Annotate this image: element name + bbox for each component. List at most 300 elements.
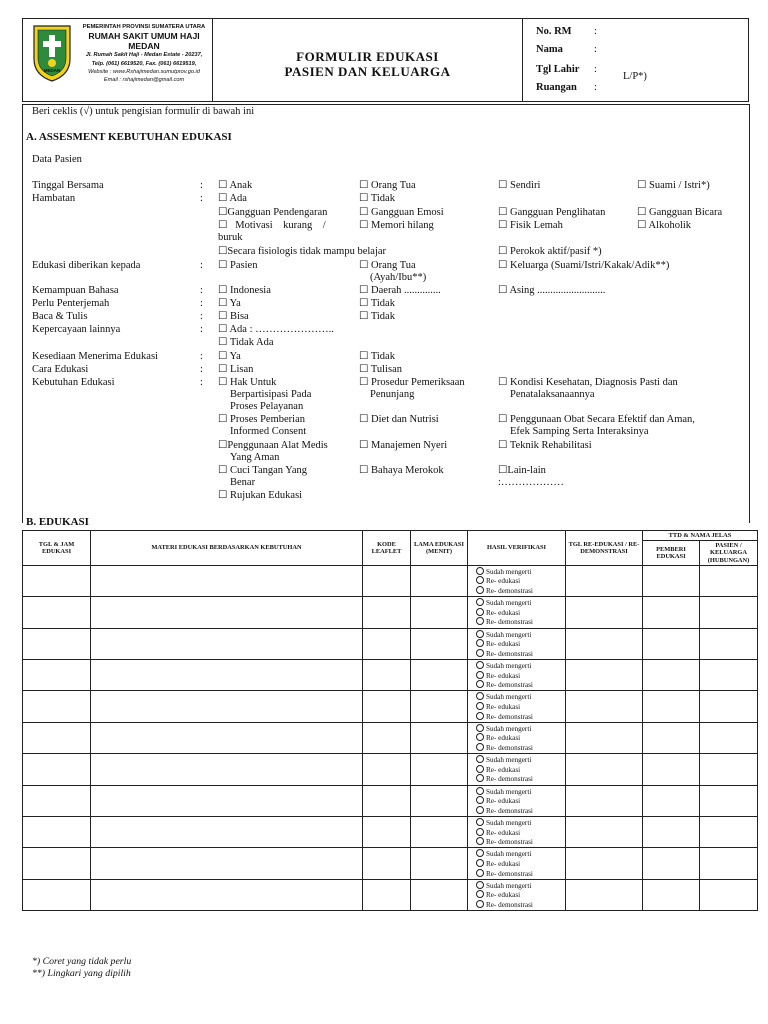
checkbox-lain-lain[interactable]: ☐Lain-lain bbox=[498, 465, 546, 476]
tgl-jam-cell[interactable] bbox=[23, 879, 91, 910]
verification-option[interactable] bbox=[476, 680, 565, 690]
tgl-re-edukasi-cell[interactable] bbox=[566, 565, 643, 596]
verification-option[interactable] bbox=[476, 818, 565, 828]
verification-option[interactable] bbox=[476, 837, 565, 847]
checkbox-kesediaan-ya[interactable]: ☐ Ya bbox=[218, 351, 241, 362]
divider bbox=[749, 104, 750, 523]
checkbox-indonesia[interactable]: ☐ Indonesia bbox=[218, 285, 271, 296]
radio-circle-icon[interactable] bbox=[476, 869, 484, 877]
radio-circle-icon[interactable] bbox=[476, 881, 484, 889]
kode-leaflet-cell[interactable] bbox=[363, 628, 411, 659]
radio-circle-icon[interactable] bbox=[476, 567, 484, 575]
tgl-jam-cell[interactable] bbox=[23, 691, 91, 722]
checkbox-penterjemah-tidak[interactable]: ☐ Tidak bbox=[359, 298, 395, 309]
lama-edukasi-cell[interactable] bbox=[411, 879, 468, 910]
verification-option[interactable] bbox=[476, 787, 565, 797]
radio-circle-icon[interactable] bbox=[476, 743, 484, 751]
checkbox-orang-tua-edukasi[interactable]: ☐ Orang Tua bbox=[359, 260, 416, 271]
kode-leaflet-cell[interactable] bbox=[363, 816, 411, 847]
header-kode-leaflet: KODE LEAFLET bbox=[363, 531, 411, 566]
tgl-jam-cell[interactable] bbox=[23, 565, 91, 596]
no-rm-label: No. RM bbox=[536, 26, 572, 37]
table-row bbox=[23, 879, 758, 910]
checkbox-daerah[interactable]: ☐ Daerah .............. bbox=[359, 285, 441, 296]
verification-option[interactable] bbox=[476, 806, 565, 816]
verification-label: Re- demonstrasi bbox=[486, 712, 533, 721]
radio-circle-icon[interactable] bbox=[476, 586, 484, 594]
tgl-jam-cell[interactable] bbox=[23, 597, 91, 628]
kode-leaflet-cell[interactable] bbox=[363, 879, 411, 910]
hasil-verifikasi-cell[interactable] bbox=[468, 879, 566, 910]
checkbox-baca-tidak[interactable]: ☐ Tidak bbox=[359, 311, 395, 322]
checkbox-informed-consent[interactable]: ☐ Proses Pemberian bbox=[218, 414, 305, 425]
hasil-verifikasi-cell[interactable] bbox=[468, 628, 566, 659]
checkbox-fisiologis[interactable]: ☐Secara fisiologis tidak mampu belajar bbox=[218, 246, 387, 257]
verification-label: Re- edukasi bbox=[486, 671, 521, 680]
checkbox-diet-nutrisi[interactable]: ☐ Diet dan Nutrisi bbox=[359, 414, 439, 425]
pasien-keluarga-cell[interactable] bbox=[700, 816, 758, 847]
tgl-re-edukasi-cell[interactable] bbox=[566, 659, 643, 690]
verification-label: Re- edukasi bbox=[486, 577, 521, 586]
radio-circle-icon[interactable] bbox=[476, 849, 484, 857]
tgl-jam-cell[interactable] bbox=[23, 848, 91, 879]
tgl-re-edukasi-cell[interactable] bbox=[566, 816, 643, 847]
pasien-keluarga-cell[interactable] bbox=[700, 785, 758, 816]
tgl-re-edukasi-cell[interactable] bbox=[566, 722, 643, 753]
tgl-lahir-field[interactable]: : bbox=[594, 64, 597, 75]
radio-circle-icon[interactable] bbox=[476, 787, 484, 795]
checkbox-motivasi-kurang[interactable]: ☐ Motivasi kurang / bbox=[218, 220, 326, 231]
verification-option[interactable] bbox=[476, 796, 565, 806]
checkbox-memori-hilang[interactable]: ☐ Memori hilang bbox=[359, 220, 434, 231]
verification-label: Re- edukasi bbox=[486, 608, 521, 617]
kebutuhan-text: Penatalaksanaannya bbox=[510, 389, 595, 400]
checkbox-keluarga[interactable]: ☐ Keluarga (Suami/Istri/Kakak/Adik**) bbox=[498, 260, 670, 271]
verification-option[interactable] bbox=[476, 849, 565, 859]
materi-cell[interactable] bbox=[91, 597, 363, 628]
nama-field[interactable]: : bbox=[594, 44, 597, 55]
hambatan-label: Hambatan bbox=[32, 193, 76, 204]
radio-circle-icon[interactable] bbox=[476, 890, 484, 898]
table-row bbox=[23, 816, 758, 847]
pemberi-cell[interactable] bbox=[643, 785, 700, 816]
header-tgl-jam: TGL & JAM EDUKASI bbox=[23, 531, 91, 566]
verification-option[interactable] bbox=[476, 598, 565, 608]
verification-label: Re- demonstrasi bbox=[486, 587, 533, 595]
kode-leaflet-cell[interactable] bbox=[363, 597, 411, 628]
verification-option[interactable] bbox=[476, 661, 565, 671]
data-pasien-label: Data Pasien bbox=[32, 154, 82, 165]
table-row bbox=[23, 722, 758, 753]
verification-label: Sudah mengerti bbox=[486, 567, 532, 576]
verification-option[interactable] bbox=[476, 649, 565, 659]
verification-option[interactable] bbox=[476, 765, 565, 775]
verification-option[interactable] bbox=[476, 692, 565, 702]
kebutuhan-text: Berpartisipasi Pada bbox=[230, 389, 312, 400]
checkbox-gangguan-pendengaran[interactable]: ☐Gangguan Pendengaran bbox=[218, 207, 328, 218]
kode-leaflet-cell[interactable] bbox=[363, 848, 411, 879]
checkbox-penterjemah-ya[interactable]: ☐ Ya bbox=[218, 298, 241, 309]
verification-option[interactable] bbox=[476, 671, 565, 681]
pemberi-cell[interactable] bbox=[643, 628, 700, 659]
pasien-keluarga-cell[interactable] bbox=[700, 722, 758, 753]
radio-circle-icon[interactable] bbox=[476, 649, 484, 657]
pasien-keluarga-cell[interactable] bbox=[700, 628, 758, 659]
pasien-keluarga-cell[interactable] bbox=[700, 879, 758, 910]
cara-edukasi-label: Cara Edukasi bbox=[32, 364, 89, 375]
pemberi-cell[interactable] bbox=[643, 848, 700, 879]
checkbox-prosedur-pemeriksaan[interactable]: ☐ Prosedur Pemeriksaan bbox=[359, 377, 465, 388]
checkbox-perokok[interactable]: ☐ Perokok aktif/pasif *) bbox=[498, 246, 602, 257]
verification-label: Re- demonstrasi bbox=[486, 838, 533, 847]
pasien-keluarga-cell[interactable] bbox=[700, 659, 758, 690]
verification-option[interactable] bbox=[476, 755, 565, 765]
pemberi-cell[interactable] bbox=[643, 879, 700, 910]
gender-field[interactable]: L/P*) bbox=[623, 71, 647, 82]
tgl-re-edukasi-cell[interactable] bbox=[566, 879, 643, 910]
checkbox-tidak-ada[interactable]: ☐ Tidak Ada bbox=[218, 337, 274, 348]
verification-label: Sudah mengerti bbox=[486, 630, 532, 639]
verification-option[interactable] bbox=[476, 702, 565, 712]
verification-option[interactable] bbox=[476, 639, 565, 649]
header-lama-edukasi: LAMA EDUKASI (MENIT) bbox=[411, 531, 468, 566]
hasil-verifikasi-cell[interactable] bbox=[468, 691, 566, 722]
verification-option[interactable] bbox=[476, 774, 565, 784]
verification-option[interactable] bbox=[476, 890, 565, 900]
hasil-verifikasi-cell[interactable] bbox=[468, 754, 566, 785]
verification-option[interactable] bbox=[476, 617, 565, 627]
kode-leaflet-cell[interactable] bbox=[363, 754, 411, 785]
radio-circle-icon[interactable] bbox=[476, 733, 484, 741]
pasien-keluarga-cell[interactable] bbox=[700, 565, 758, 596]
radio-circle-icon[interactable] bbox=[476, 661, 484, 669]
education-table bbox=[22, 530, 758, 911]
table-row bbox=[23, 754, 758, 785]
hospital-identity bbox=[23, 19, 213, 101]
footnote-coret: *) Coret yang tidak perlu bbox=[32, 956, 132, 967]
section-a-title: A. ASSESMENT KEBUTUHAN EDUKASI bbox=[26, 131, 232, 143]
radio-circle-icon[interactable] bbox=[476, 818, 484, 826]
divider bbox=[22, 104, 749, 105]
verification-label: Re- edukasi bbox=[486, 765, 521, 774]
verification-label: Re- demonstrasi bbox=[486, 618, 533, 627]
kode-leaflet-cell[interactable] bbox=[363, 659, 411, 690]
pemberi-cell[interactable] bbox=[643, 565, 700, 596]
hasil-verifikasi-cell[interactable] bbox=[468, 597, 566, 628]
radio-circle-icon[interactable] bbox=[476, 900, 484, 908]
motivasi-continuation: buruk bbox=[218, 232, 243, 243]
instruction-text: Beri ceklis (√) untuk pengisian formulir di bawah ini bbox=[32, 106, 255, 117]
checkbox-kondisi-kesehatan[interactable]: ☐ Kondisi Kesehatan, Diagnosis Pasti dan bbox=[498, 377, 678, 388]
radio-circle-icon[interactable] bbox=[476, 712, 484, 720]
kebutuhan-text: Proses Pelayanan bbox=[230, 401, 304, 412]
verification-label: Sudah mengerti bbox=[486, 818, 532, 827]
materi-cell[interactable] bbox=[91, 565, 363, 596]
table-row bbox=[23, 785, 758, 816]
materi-cell[interactable] bbox=[91, 816, 363, 847]
pemberi-cell[interactable] bbox=[643, 691, 700, 722]
kebutuhan-text: Benar bbox=[230, 477, 256, 488]
checkbox-gangguan-emosi[interactable]: ☐ Gangguan Emosi bbox=[359, 207, 444, 218]
materi-cell[interactable] bbox=[91, 754, 363, 785]
hospital-email: Email : rshajimedan@gmail.com bbox=[103, 77, 185, 84]
checkbox-hambatan-tidak[interactable]: ☐ Tidak bbox=[359, 193, 395, 204]
header-tgl-re-edukasi: TGL RE-EDUKASI / RE-DEMONSTRASI bbox=[566, 531, 643, 566]
checkbox-alkoholik[interactable]: ☐ Alkoholik bbox=[637, 220, 692, 231]
header-pasien-keluarga: PASIEN / KELUARGA (HUBUNGAN) bbox=[700, 541, 758, 566]
radio-circle-icon[interactable] bbox=[476, 859, 484, 867]
kepercayaan-label: Kepercayaan lainnya bbox=[32, 324, 121, 335]
verification-option[interactable] bbox=[476, 586, 565, 596]
baca-tulis-label: Baca & Tulis bbox=[32, 311, 88, 322]
kebutuhan-text: Yang Aman bbox=[230, 452, 280, 463]
verification-label: Re- edukasi bbox=[486, 702, 521, 711]
pemberi-cell[interactable] bbox=[643, 816, 700, 847]
hospital-website: Website : www.Rshajimedan.sumutprov.go.id bbox=[88, 68, 200, 75]
ruangan-field[interactable]: : bbox=[594, 82, 597, 93]
tgl-re-edukasi-cell[interactable] bbox=[566, 785, 643, 816]
tgl-jam-cell[interactable] bbox=[23, 659, 91, 690]
pemberi-cell[interactable] bbox=[643, 754, 700, 785]
kebutuhan-label: Kebutuhan Edukasi bbox=[32, 377, 115, 388]
radio-circle-icon[interactable] bbox=[476, 692, 484, 700]
hasil-verifikasi-cell[interactable] bbox=[468, 816, 566, 847]
tgl-re-edukasi-cell[interactable] bbox=[566, 754, 643, 785]
table-row bbox=[23, 659, 758, 690]
checkbox-penggunaan-obat[interactable]: ☐ Penggunaan Obat Secara Efektif dan Aman, bbox=[498, 414, 695, 425]
no-rm-field[interactable]: : bbox=[594, 26, 597, 37]
verification-label: Re- demonstrasi bbox=[486, 681, 533, 690]
kode-leaflet-cell[interactable] bbox=[363, 565, 411, 596]
checkbox-suami-istri[interactable]: ☐ Suami / Istri*) bbox=[637, 180, 710, 191]
pasien-keluarga-cell[interactable] bbox=[700, 597, 758, 628]
lama-edukasi-cell[interactable] bbox=[411, 597, 468, 628]
pemberi-cell[interactable] bbox=[643, 722, 700, 753]
section-b-title: B. EDUKASI bbox=[26, 516, 89, 528]
verification-label: Sudah mengerti bbox=[486, 661, 532, 670]
tgl-re-edukasi-cell[interactable] bbox=[566, 848, 643, 879]
verification-label: Sudah mengerti bbox=[486, 787, 532, 796]
verification-label: Re- demonstrasi bbox=[486, 900, 533, 909]
hasil-verifikasi-cell[interactable] bbox=[468, 565, 566, 596]
hospital-logo bbox=[30, 23, 74, 83]
lama-edukasi-cell[interactable] bbox=[411, 628, 468, 659]
diberikan-label: Edukasi diberikan kepada bbox=[32, 260, 141, 271]
radio-circle-icon[interactable] bbox=[476, 765, 484, 773]
verification-label: Re- edukasi bbox=[486, 891, 521, 900]
form-header bbox=[22, 18, 749, 102]
table-row bbox=[23, 565, 758, 596]
checkbox-tulisan[interactable]: ☐ Tulisan bbox=[359, 364, 402, 375]
verification-option[interactable] bbox=[476, 869, 565, 879]
lama-edukasi-cell[interactable] bbox=[411, 785, 468, 816]
hasil-verifikasi-cell[interactable] bbox=[468, 848, 566, 879]
footnote-lingkari: **) Lingkari yang dipilih bbox=[32, 968, 131, 979]
kode-leaflet-cell[interactable] bbox=[363, 691, 411, 722]
checkbox-manajemen-nyeri[interactable]: ☐ Manajemen Nyeri bbox=[359, 440, 448, 451]
materi-cell[interactable] bbox=[91, 848, 363, 879]
verification-label: Re- edukasi bbox=[486, 828, 521, 837]
hospital-address: Jl. Rumah Sakit Haji - Medan Estate - 20237, bbox=[85, 52, 203, 59]
checkbox-asing[interactable]: ☐ Asing .......................... bbox=[498, 285, 606, 296]
radio-circle-icon[interactable] bbox=[476, 774, 484, 782]
logo-text: MEDAN bbox=[43, 68, 61, 73]
checkbox-kepercayaan-ada[interactable]: ☐ Ada : ………………….. bbox=[218, 324, 334, 335]
checkbox-gangguan-bicara[interactable]: ☐ Gangguan Bicara bbox=[637, 207, 723, 218]
verification-label: Re- demonstrasi bbox=[486, 743, 533, 752]
verification-label: Re- edukasi bbox=[486, 797, 521, 806]
pasien-keluarga-cell[interactable] bbox=[700, 691, 758, 722]
checkbox-alat-medis[interactable]: ☐Penggunaan Alat Medis bbox=[218, 440, 328, 451]
radio-circle-icon[interactable] bbox=[476, 608, 484, 616]
checkbox-bahaya-merokok[interactable]: ☐ Bahaya Merokok bbox=[359, 465, 444, 476]
verification-label: Re- demonstrasi bbox=[486, 775, 533, 784]
lain-lain-field[interactable]: :……………… bbox=[498, 477, 564, 488]
tinggal-bersama-label: Tinggal Bersama bbox=[32, 180, 104, 191]
verification-option[interactable] bbox=[476, 608, 565, 618]
checkbox-orang-tua[interactable]: ☐ Orang Tua bbox=[359, 180, 416, 191]
pemberi-cell[interactable] bbox=[643, 659, 700, 690]
verification-option[interactable] bbox=[476, 567, 565, 577]
checkbox-anak[interactable]: ☐ Anak bbox=[218, 180, 253, 191]
form-title-line1: FORMULIR EDUKASI bbox=[296, 49, 439, 64]
materi-cell[interactable] bbox=[91, 785, 363, 816]
checkbox-bisa[interactable]: ☐ Bisa bbox=[218, 311, 249, 322]
nama-label: Nama bbox=[536, 44, 563, 55]
radio-circle-icon[interactable] bbox=[476, 680, 484, 688]
lama-edukasi-cell[interactable] bbox=[411, 816, 468, 847]
lama-edukasi-cell[interactable] bbox=[411, 848, 468, 879]
verification-label: Re- demonstrasi bbox=[486, 869, 533, 878]
form-title bbox=[213, 19, 523, 101]
verification-label: Sudah mengerti bbox=[486, 724, 532, 733]
hasil-verifikasi-cell[interactable] bbox=[468, 659, 566, 690]
verification-option[interactable] bbox=[476, 828, 565, 838]
radio-circle-icon[interactable] bbox=[476, 639, 484, 647]
materi-cell[interactable] bbox=[91, 628, 363, 659]
table-row bbox=[23, 691, 758, 722]
tgl-jam-cell[interactable] bbox=[23, 628, 91, 659]
materi-cell[interactable] bbox=[91, 691, 363, 722]
radio-circle-icon[interactable] bbox=[476, 796, 484, 804]
checkbox-hambatan-ada[interactable]: ☐ Ada bbox=[218, 193, 247, 204]
tgl-jam-cell[interactable] bbox=[23, 722, 91, 753]
radio-circle-icon[interactable] bbox=[476, 806, 484, 814]
tgl-re-edukasi-cell[interactable] bbox=[566, 691, 643, 722]
materi-cell[interactable] bbox=[91, 659, 363, 690]
radio-circle-icon[interactable] bbox=[476, 837, 484, 845]
table-row bbox=[23, 848, 758, 879]
hasil-verifikasi-cell[interactable] bbox=[468, 785, 566, 816]
form-title-line2: PASIEN DAN KELUARGA bbox=[284, 64, 451, 79]
pasien-keluarga-cell[interactable] bbox=[700, 848, 758, 879]
lama-edukasi-cell[interactable] bbox=[411, 659, 468, 690]
tgl-jam-cell[interactable] bbox=[23, 785, 91, 816]
hasil-verifikasi-cell[interactable] bbox=[468, 722, 566, 753]
radio-circle-icon[interactable] bbox=[476, 828, 484, 836]
ayah-ibu-text: (Ayah/Ibu**) bbox=[370, 272, 427, 283]
kebutuhan-text: Penunjang bbox=[370, 389, 415, 400]
radio-circle-icon[interactable] bbox=[476, 598, 484, 606]
verification-option[interactable] bbox=[476, 712, 565, 722]
verification-label: Sudah mengerti bbox=[486, 881, 532, 890]
checkbox-gangguan-penglihatan[interactable]: ☐ Gangguan Penglihatan bbox=[498, 207, 606, 218]
radio-circle-icon[interactable] bbox=[476, 576, 484, 584]
verification-label: Re- demonstrasi bbox=[486, 806, 533, 815]
checkbox-rujukan-edukasi[interactable]: ☐ Rujukan Edukasi bbox=[218, 490, 303, 501]
kode-leaflet-cell[interactable] bbox=[363, 722, 411, 753]
tgl-jam-cell[interactable] bbox=[23, 816, 91, 847]
header-pemberi: PEMBERI EDUKASI bbox=[643, 541, 700, 566]
checkbox-pasien[interactable]: ☐ Pasien bbox=[218, 260, 258, 271]
lama-edukasi-cell[interactable] bbox=[411, 754, 468, 785]
verification-label: Sudah mengerti bbox=[486, 756, 532, 765]
checkbox-fisik-lemah[interactable]: ☐ Fisik Lemah bbox=[498, 220, 563, 231]
patient-id-block bbox=[523, 19, 748, 101]
header-ttd-nama: TTD & NAMA JELAS bbox=[643, 531, 758, 541]
kebutuhan-text: Efek Samping Serta Interaksinya bbox=[510, 426, 649, 437]
verification-option[interactable] bbox=[476, 576, 565, 586]
verification-option[interactable] bbox=[476, 900, 565, 910]
kebutuhan-text: Informed Consent bbox=[230, 426, 307, 437]
checkbox-cuci-tangan[interactable]: ☐ Cuci Tangan Yang bbox=[218, 465, 307, 476]
pasien-keluarga-cell[interactable] bbox=[700, 754, 758, 785]
radio-circle-icon[interactable] bbox=[476, 702, 484, 710]
verification-option[interactable] bbox=[476, 881, 565, 891]
verification-option[interactable] bbox=[476, 733, 565, 743]
materi-cell[interactable] bbox=[91, 879, 363, 910]
header-hasil-verifikasi: HASIL VERIFIKASI bbox=[468, 531, 566, 566]
lama-edukasi-cell[interactable] bbox=[411, 565, 468, 596]
radio-circle-icon[interactable] bbox=[476, 630, 484, 638]
radio-circle-icon[interactable] bbox=[476, 671, 484, 679]
verification-label: Re- edukasi bbox=[486, 859, 521, 868]
penterjemah-label: Perlu Penterjemah bbox=[32, 298, 110, 309]
divider bbox=[22, 104, 23, 523]
tgl-lahir-label: Tgl Lahir bbox=[536, 64, 580, 75]
header-materi: MATERI EDUKASI BERDASARKAN KEBUTUHAN bbox=[91, 531, 363, 566]
checkbox-teknik-rehabilitasi[interactable]: ☐ Teknik Rehabilitasi bbox=[498, 440, 592, 451]
checkbox-sendiri[interactable]: ☐ Sendiri bbox=[498, 180, 541, 191]
government-name: PEMERINTAH PROVINSI SUMATERA UTARA bbox=[82, 24, 206, 30]
verification-option[interactable] bbox=[476, 630, 565, 640]
checkbox-kesediaan-tidak[interactable]: ☐ Tidak bbox=[359, 351, 395, 362]
lama-edukasi-cell[interactable] bbox=[411, 691, 468, 722]
pemberi-cell[interactable] bbox=[643, 597, 700, 628]
lama-edukasi-cell[interactable] bbox=[411, 722, 468, 753]
radio-circle-icon[interactable] bbox=[476, 617, 484, 625]
verification-option[interactable] bbox=[476, 743, 565, 753]
tgl-re-edukasi-cell[interactable] bbox=[566, 628, 643, 659]
verification-label: Sudah mengerti bbox=[486, 693, 532, 702]
checkbox-hak-untuk[interactable]: ☐ Hak Untuk bbox=[218, 377, 277, 388]
ruangan-label: Ruangan bbox=[536, 82, 577, 93]
verification-label: Re- edukasi bbox=[486, 734, 521, 743]
tgl-re-edukasi-cell[interactable] bbox=[566, 597, 643, 628]
table-row bbox=[23, 628, 758, 659]
verification-label: Re- demonstrasi bbox=[486, 649, 533, 658]
materi-cell[interactable] bbox=[91, 722, 363, 753]
kode-leaflet-cell[interactable] bbox=[363, 785, 411, 816]
radio-circle-icon[interactable] bbox=[476, 724, 484, 732]
radio-circle-icon[interactable] bbox=[476, 755, 484, 763]
verification-label: Sudah mengerti bbox=[486, 599, 532, 608]
tgl-jam-cell[interactable] bbox=[23, 754, 91, 785]
checkbox-lisan[interactable]: ☐ Lisan bbox=[218, 364, 254, 375]
verification-option[interactable] bbox=[476, 859, 565, 869]
bahasa-label: Kemampuan Bahasa bbox=[32, 285, 119, 296]
verification-option[interactable] bbox=[476, 724, 565, 734]
